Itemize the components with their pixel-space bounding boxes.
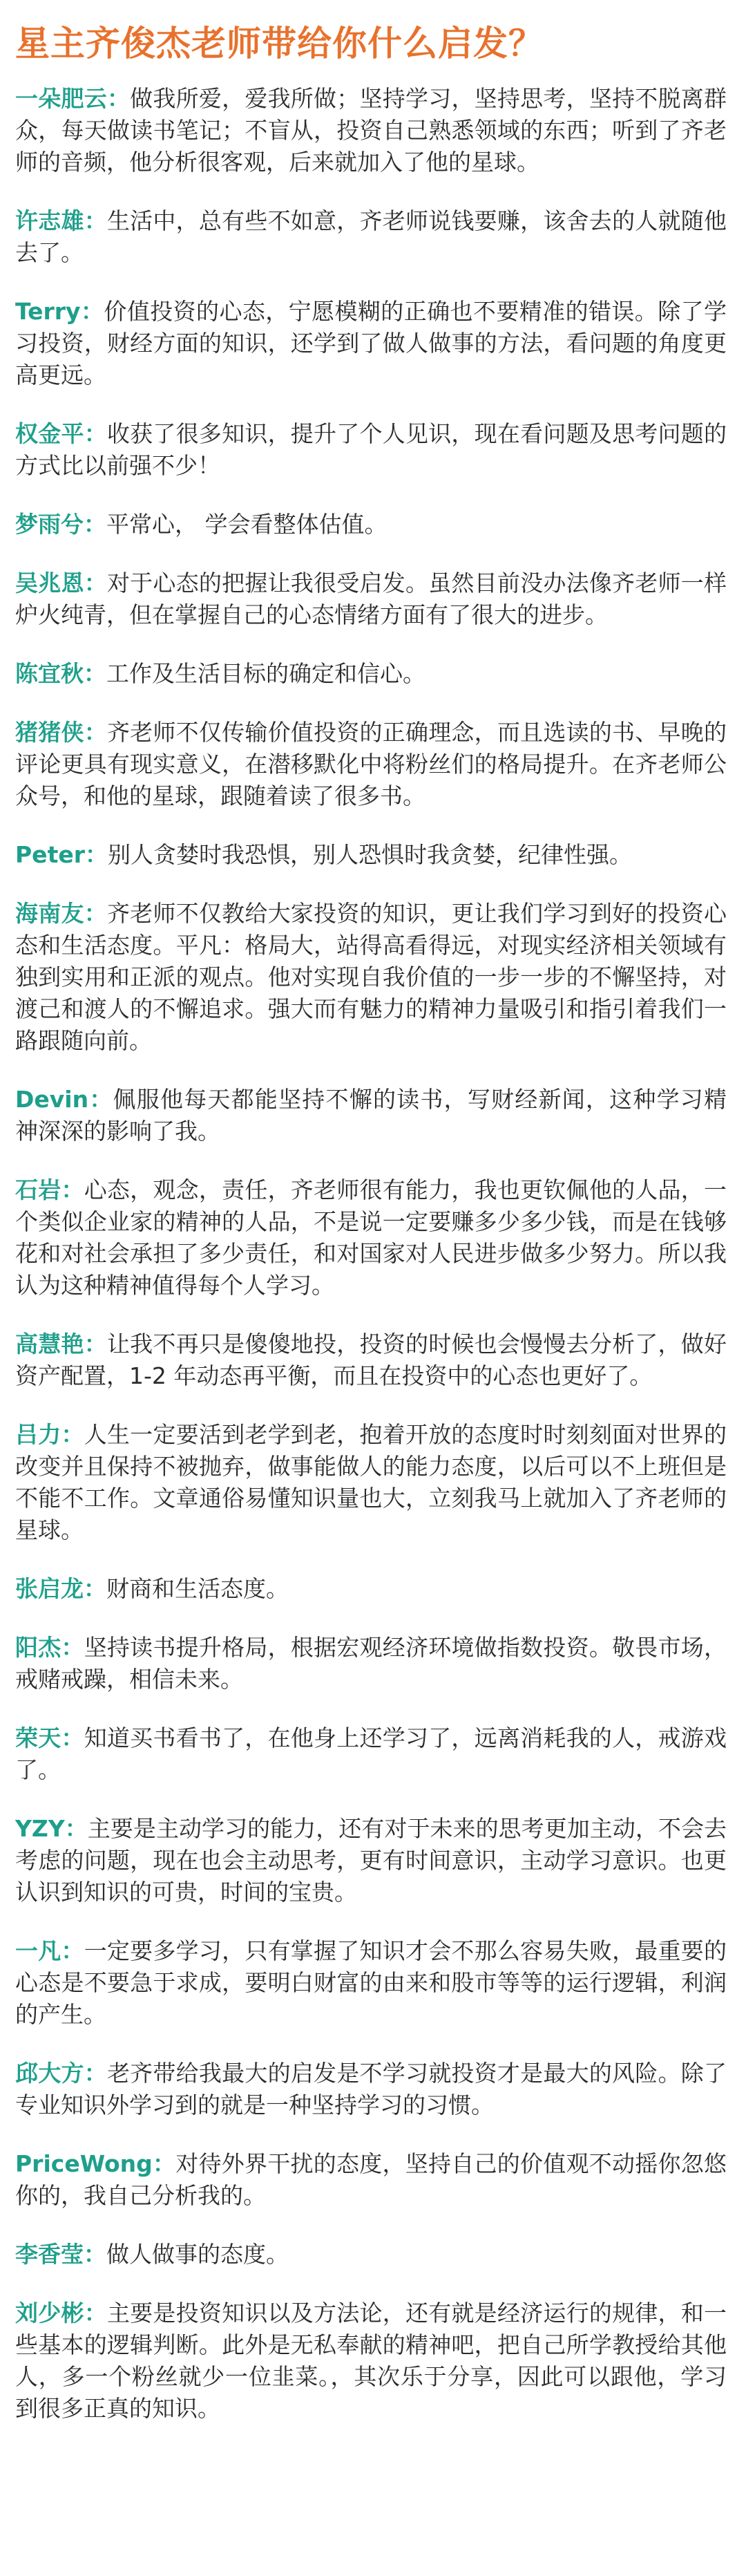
author-name: Terry <box>15 298 81 325</box>
testimonial-text: 做我所爱，爱我所做；坚持学习，坚持思考，坚持不脱离群众，每天做读书笔记；不盲从，投资自己熟悉领域的东西；听到了齐老师的音频，他分析很客观，后来就加入了他的星球。 <box>15 85 727 176</box>
testimonial-entry <box>15 1813 727 1908</box>
testimonial-text: 人生一定要活到老学到老，抱着开放的态度时时刻刻面对世界的改变并且保持不被抛弃，做事能做人的能力态度，以后可以不上班但是不能不工作。文章通俗易懂知识量也大，立刻我马上就加入了齐老师的星球。 <box>15 1421 727 1543</box>
testimonial-text: 别人贪婪时我恐惧，别人恐惧时我贪婪，纪律性强。 <box>108 841 632 868</box>
testimonial-entry <box>15 509 727 540</box>
author-name: 邱大方 <box>15 2060 84 2087</box>
testimonial-entry <box>15 1722 727 1786</box>
testimonial-entry <box>15 205 727 269</box>
author-name: 刘少彬 <box>15 2300 84 2326</box>
name-separator: ： <box>84 570 107 596</box>
author-name: 梦雨兮 <box>15 511 84 538</box>
testimonial-entry <box>15 898 727 1057</box>
testimonial-entry <box>15 1632 727 1695</box>
testimonial-entry <box>15 1174 727 1301</box>
name-separator: ： <box>84 2060 107 2087</box>
author-name: 权金平 <box>15 420 84 447</box>
testimonial-text: 财商和生活态度。 <box>106 1575 289 1602</box>
testimonial-entry <box>15 567 727 631</box>
testimonial-text: 心态，观念，责任，齐老师很有能力，我也更钦佩他的人品，一个类似企业家的精神的人品，不是说一定要赚多少多少钱，而是在钱够花和对社会承担了多少责任，和对国家对人民进步做多少努力。所以我认为这种精神值得每个人学习。 <box>15 1176 727 1299</box>
testimonial-text: 对待外界干扰的态度，坚持自己的价值观不动摇你忽悠你的，我自己分析我的。 <box>15 2150 727 2209</box>
testimonial-entry <box>15 296 727 391</box>
testimonial-entry <box>15 839 727 871</box>
testimonial-text: 生活中，总有些不如意，齐老师说钱要赚，该舍去的人就随他去了。 <box>15 207 727 266</box>
author-name: 猪猪侠 <box>15 719 84 746</box>
name-separator: ： <box>84 1331 107 1357</box>
testimonial-text: 平常心， 学会看整体估值。 <box>106 511 388 538</box>
name-separator: ： <box>84 207 107 234</box>
author-name: Peter <box>15 841 85 868</box>
testimonial-entry <box>15 2148 727 2212</box>
name-separator: ： <box>61 1421 84 1448</box>
testimonial-entry <box>15 418 727 482</box>
name-separator: ： <box>80 298 104 325</box>
author-name: 高慧艳 <box>15 1331 84 1357</box>
name-separator: ： <box>84 420 107 447</box>
testimonial-entry <box>15 1419 727 1546</box>
author-name: 李香莹 <box>15 2241 84 2268</box>
name-separator: ： <box>84 2300 107 2326</box>
name-separator: ： <box>84 2241 106 2268</box>
name-separator: ： <box>85 841 108 868</box>
name-separator: ： <box>64 1815 88 1842</box>
testimonial-text: 知道买书看书了，在他身上还学习了，远离消耗我的人，戒游戏了。 <box>15 1724 727 1783</box>
testimonial-text: 一定要多学习，只有掌握了知识才会不那么容易失败，最重要的心态是不要急于求成，要明白财富的由来和股市等等的运行逻辑，利润的产生。 <box>15 1937 727 2028</box>
testimonial-text: 价值投资的心态，宁愿模糊的正确也不要精准的错误。除了学习投资，财经方面的知识，还学到了做人做事的方法，看问题的角度更高更远。 <box>15 298 727 388</box>
testimonial-entry <box>15 2297 727 2425</box>
page-title: 星主齐俊杰老师带给你什么启发？ <box>15 23 544 64</box>
name-separator: ： <box>61 1634 84 1661</box>
testimonial-text: 主要是投资知识以及方法论，还有就是经济运行的规律，和一些基本的逻辑判断。此外是无私奉献的精神吧，把自己所学教授给其他人，多一个粉丝就少一位韭菜。，其次乐于分享，因此可以跟他，学习到很多正真的知识。 <box>15 2300 727 2422</box>
testimonial-entry <box>15 2058 727 2121</box>
author-name: 海南友 <box>15 900 84 927</box>
author-name: Devin <box>15 1086 89 1113</box>
testimonial-text: 坚持读书提升格局，根据宏观经济环境做指数投资。敬畏市场，戒赌戒躁，相信未来。 <box>15 1634 727 1693</box>
author-name: 陈宜秋 <box>15 660 84 687</box>
testimonial-entry <box>15 83 727 178</box>
name-separator: ： <box>88 1086 113 1113</box>
testimonial-text: 佩服他每天都能坚持不懈的读书，写财经新闻，这种学习精神深深的影响了我。 <box>15 1086 727 1145</box>
name-separator: ： <box>152 2150 176 2177</box>
testimonial-text: 主要是主动学习的能力，还有对于未来的思考更加主动，不会去考虑的问题，现在也会主动思考，更有时间意识，主动学习意识。也更认识到知识的可贵，时间的宝贵。 <box>15 1815 727 1906</box>
name-separator: ： <box>84 660 106 687</box>
name-separator: ： <box>61 1176 84 1203</box>
name-separator: ： <box>106 85 131 112</box>
testimonial-list <box>15 83 727 2425</box>
author-name: PriceWong <box>15 2150 153 2177</box>
author-name: 张启龙 <box>15 1575 84 1602</box>
testimonial-text: 对于心态的把握让我很受启发。虽然目前没办法像齐老师一样炉火纯青，但在掌握自己的心态情绪方面有了很大的进步。 <box>15 570 727 628</box>
testimonial-text: 齐老师不仅教给大家投资的知识，更让我们学习到好的投资心态和生活态度。平凡：格局大，站得高看得远，对现实经济相关领域有独到实用和正派的观点。他对实现自我价值的一步一步的不懈坚持，对渡己和渡人的不懈追求。强大而有魅力的精神力量吸引和指引着我们一路跟随向前。 <box>15 900 727 1054</box>
testimonial-entry <box>15 1935 727 2031</box>
testimonial-text: 做人做事的态度。 <box>106 2241 289 2268</box>
author-name: 荣天 <box>15 1724 61 1751</box>
testimonial-text: 让我不再只是傻傻地投，投资的时候也会慢慢去分析了，做好资产配置，1-2 年动态再平衡，而且在投资中的心态也更好了。 <box>15 1331 727 1389</box>
testimonial-entry <box>15 1084 727 1147</box>
name-separator: ： <box>84 511 106 538</box>
testimonial-entry <box>15 1573 727 1605</box>
author-name: 吕力 <box>15 1421 61 1448</box>
testimonial-text: 收获了很多知识，提升了个人见识，现在看问题及思考问题的方式比以前强不少！ <box>15 420 727 479</box>
author-name: 一朵肥云 <box>15 85 107 112</box>
name-separator: ： <box>84 900 107 927</box>
author-name: YZY <box>15 1815 65 1842</box>
name-separator: ： <box>84 719 107 746</box>
testimonial-entry <box>15 658 727 690</box>
testimonial-entry <box>15 1328 727 1392</box>
name-separator: ： <box>84 1575 106 1602</box>
testimonial-text: 老齐带给我最大的启发是不学习就投资才是最大的风险。除了专业知识外学习到的就是一种坚持学习的习惯。 <box>15 2060 727 2118</box>
author-name: 阳杰 <box>15 1634 61 1661</box>
testimonial-text: 齐老师不仅传输价值投资的正确理念，而且选读的书、早晚的评论更具有现实意义，在潜移默化中将粉丝们的格局提升。在齐老师公众号，和他的星球，跟随着读了很多书。 <box>15 719 727 809</box>
testimonial-text: 工作及生活目标的确定和信心。 <box>106 660 425 687</box>
author-name: 吴兆恩 <box>15 570 84 596</box>
testimonial-entry <box>15 2239 727 2271</box>
name-separator: ： <box>61 1724 84 1751</box>
author-name: 许志雄 <box>15 207 84 234</box>
name-separator: ： <box>61 1937 84 1964</box>
author-name: 石岩 <box>15 1176 61 1203</box>
author-name: 一凡 <box>15 1937 61 1964</box>
testimonial-entry <box>15 717 727 812</box>
